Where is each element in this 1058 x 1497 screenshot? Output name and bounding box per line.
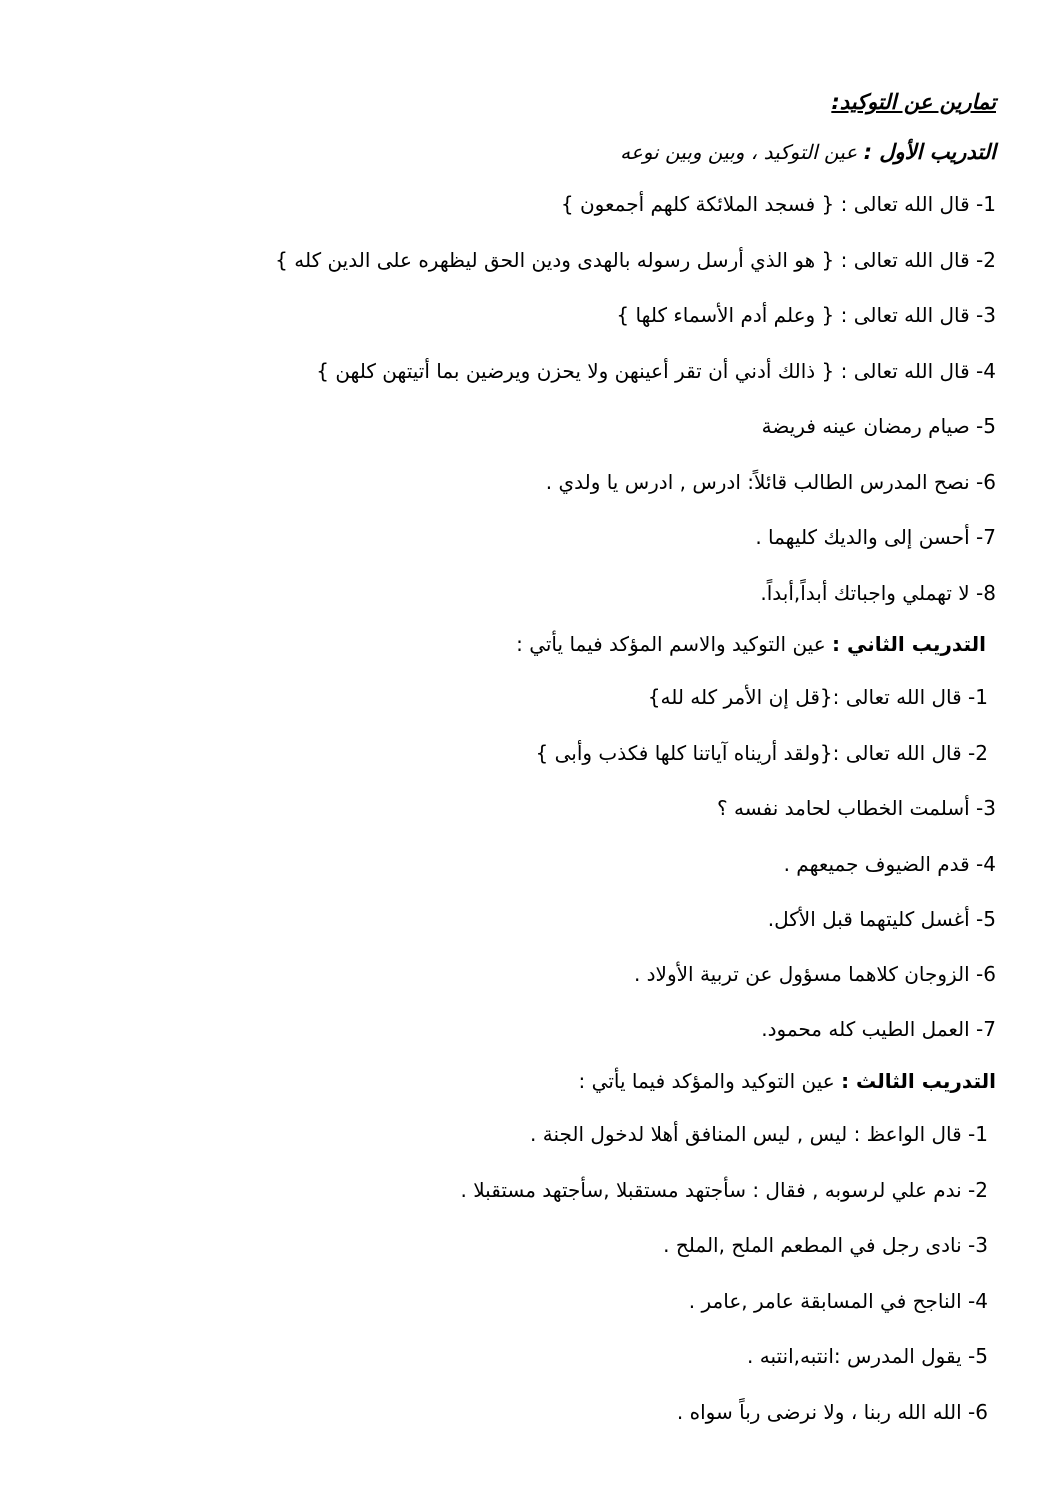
- page-title: تمارين عن التوكيد:: [831, 90, 996, 114]
- list-item: 4- قدم الضيوف جميعهم .: [783, 852, 996, 876]
- list-item: 5- أغسل كليتهما قبل الأكل.: [767, 907, 996, 931]
- list-item: 3- قال الله تعالى : { وعلم أدم الأسماء كلها }: [616, 303, 996, 327]
- list-item: 2- قال الله تعالى :{ولقد أريناه آياتنا كلها فكذب وأبى }: [535, 741, 988, 765]
- exercise-1-instruction: عين التوكيد ، وبين وبين نوعه: [620, 140, 858, 164]
- list-item: 8- لا تهملي واجباتك أبداً,أبداً.: [760, 581, 996, 605]
- list-item: 1- قال الله تعالى : { فسجد الملائكة كلهم أجمعون }: [560, 192, 996, 216]
- exercise-3-heading: التدريب الثالث :: [841, 1069, 996, 1093]
- list-item: 3- أسلمت الخطاب لحامد نفسه ؟: [717, 796, 996, 820]
- list-item: 1- قال الله تعالى :{قل إن الأمر كله لله}: [647, 685, 988, 709]
- list-item: 3- نادى رجل في المطعم الملح ,الملح .: [663, 1233, 988, 1257]
- exercise-2-heading: التدريب الثاني :: [832, 632, 986, 656]
- list-item: 5- يقول المدرس :انتبه,انتبه .: [747, 1344, 988, 1368]
- exercise-3-header: [40, 1067, 996, 1095]
- list-item: 7- أحسن إلى والديك كليهما .: [755, 525, 996, 549]
- exercise-3-instruction: عين التوكيد والمؤكد فيما يأتي :: [578, 1069, 835, 1093]
- list-item: 6- نصح المدرس الطالب قائلاً: ادرس , ادرس يا ولدي .: [545, 470, 996, 494]
- list-item: 1- قال الواعظ : ليس , ليس المنافق أهلا لدخول الجنة .: [530, 1122, 988, 1146]
- exercise-2-instruction: عين التوكيد والاسم المؤكد فيما يأتي :: [516, 632, 826, 656]
- list-item: 2- قال الله تعالى : { هو الذي أرسل رسوله بالهدى ودين الحق ليظهره على الدين كله }: [275, 248, 996, 272]
- list-item: 2- ندم علي لرسوبه , فقال : سأجتهد مستقبلا ,سأجتهد مستقبلا .: [460, 1178, 988, 1202]
- list-item: 4- الناجح في المسابقة عامر ,عامر .: [688, 1289, 988, 1313]
- list-item: 4- قال الله تعالى : { ذالك أدني أن تقر أعينهن ولا يحزن ويرضين بما أتيتهن كلهن }: [316, 359, 996, 383]
- list-item: 6- الله الله ربنا ، ولا نرضى رباً سواه .: [676, 1400, 988, 1424]
- exercise-1-header: [40, 138, 996, 166]
- list-item: 6- الزوجان كلاهما مسؤول عن تربية الأولاد .: [633, 962, 996, 986]
- exercise-1-heading: التدريب الأول :: [863, 140, 996, 164]
- list-item: 7- العمل الطيب كله محمود.: [761, 1017, 996, 1041]
- exercise-2-header: [40, 630, 986, 658]
- list-item: 5- صيام رمضان عينه فريضة: [761, 414, 996, 438]
